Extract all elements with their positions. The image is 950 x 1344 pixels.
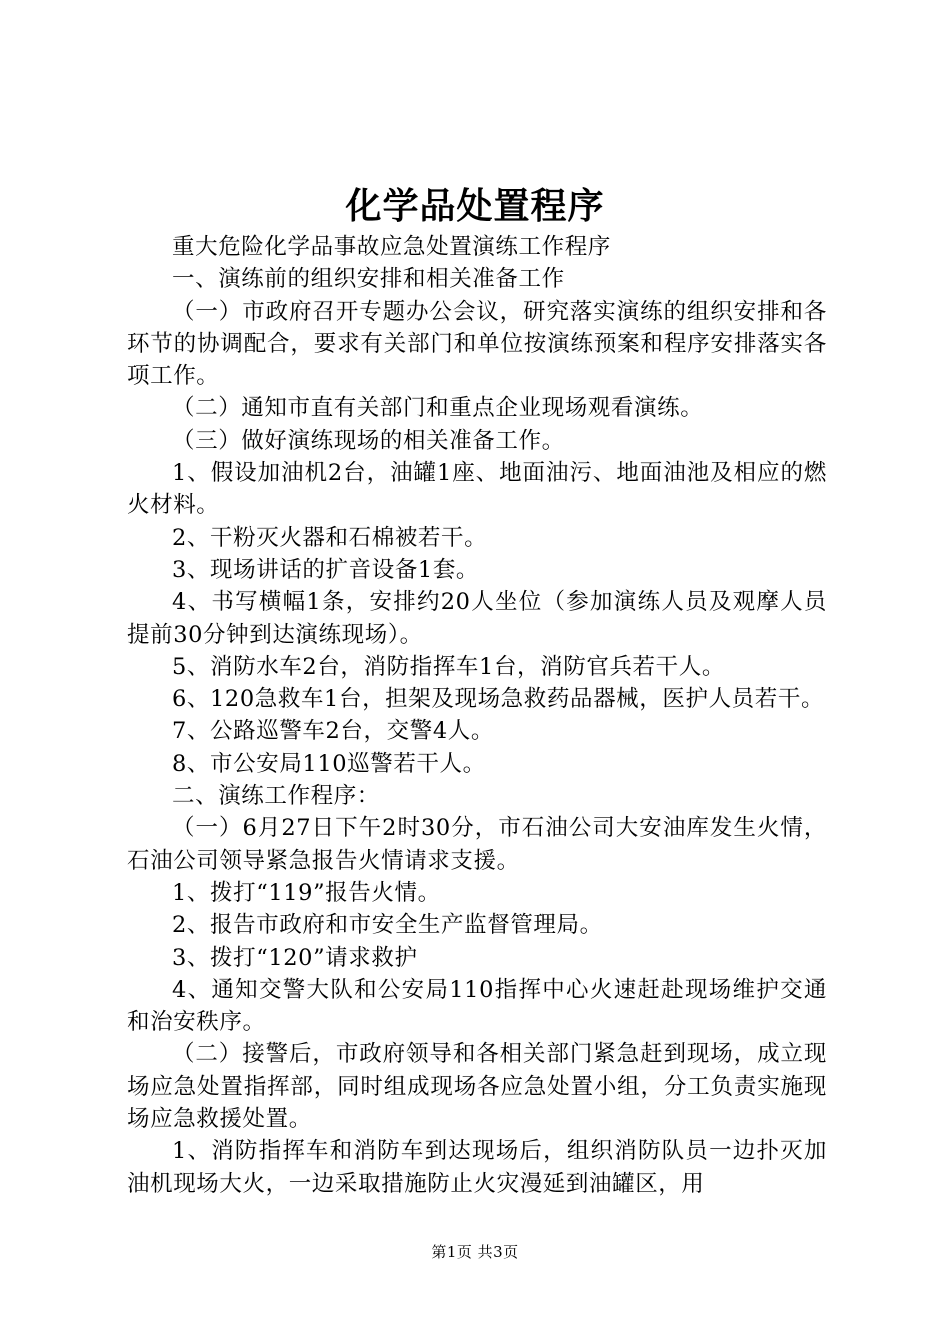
list-item: 1、消防指挥车和消防车到达现场后，组织消防队员一边扑灭加油机现场大火，一边采取措施防止火灾漫延到油罐区，用	[127, 1138, 827, 1197]
document-title: 化学品处置程序	[345, 186, 605, 227]
list-item: 5、消防水车2台，消防指挥车1台，消防官兵若干人。	[172, 653, 725, 680]
list-item: 2、报告市政府和市安全生产监督管理局。	[172, 912, 603, 939]
list-item: 8、市公安局110巡警若干人。	[172, 750, 486, 777]
list-item: 1、假设加油机2台，油罐1座、地面油污、地面油池及相应的燃火材料。	[127, 460, 827, 519]
list-item: 1、拨打“119”报告火情。	[172, 879, 441, 906]
page-number-footer: 第1页 共3页	[431, 1243, 519, 1261]
list-item: 7、公路巡警车2台，交警4人。	[172, 718, 494, 745]
paragraph: 重大危险化学品事故应急处置演练工作程序	[172, 234, 611, 260]
paragraph: （一）6月27日下午2时30分，市石油公司大安油库发生火情，石油公司领导紧急报告火情请求支援。	[127, 815, 827, 874]
document-body	[127, 231, 827, 1200]
list-item: 4、通知交警大队和公安局110指挥中心火速赶赴现场维护交通和治安秩序。	[127, 976, 827, 1036]
list-item: 3、现场讲话的扩音设备1套。	[172, 556, 480, 583]
list-item: 4、书写横幅1条，安排约20人坐位（参加演练人员及观摩人员提前30分钟到达演练现场）。	[127, 589, 827, 648]
paragraph: （一）市政府召开专题办公会议，研究落实演练的组织安排和各环节的协调配合，要求有关部门和单位按演练预案和程序安排落实各项工作。	[127, 298, 827, 390]
paragraph: （二）接警后，市政府领导和各相关部门紧急赶到现场，成立现场应急处置指挥部，同时组成现场各应急处置小组，分工负责实施现场应急救援处置。	[127, 1041, 827, 1133]
list-item: 3、拨打“120”请求救护	[172, 944, 418, 971]
section-heading: 一、演练前的组织安排和相关准备工作	[172, 266, 565, 293]
section-heading: 二、演练工作程序：	[172, 783, 380, 810]
paragraph: （三）做好演练现场的相关准备工作。	[172, 427, 565, 454]
list-item: 2、干粉灭火器和石棉被若干。	[172, 524, 488, 551]
list-item: 6、120急救车1台，担架及现场急救药品器械，医护人员若干。	[172, 686, 825, 713]
paragraph: （二）通知市直有关部门和重点企业现场观看演练。	[172, 395, 704, 422]
